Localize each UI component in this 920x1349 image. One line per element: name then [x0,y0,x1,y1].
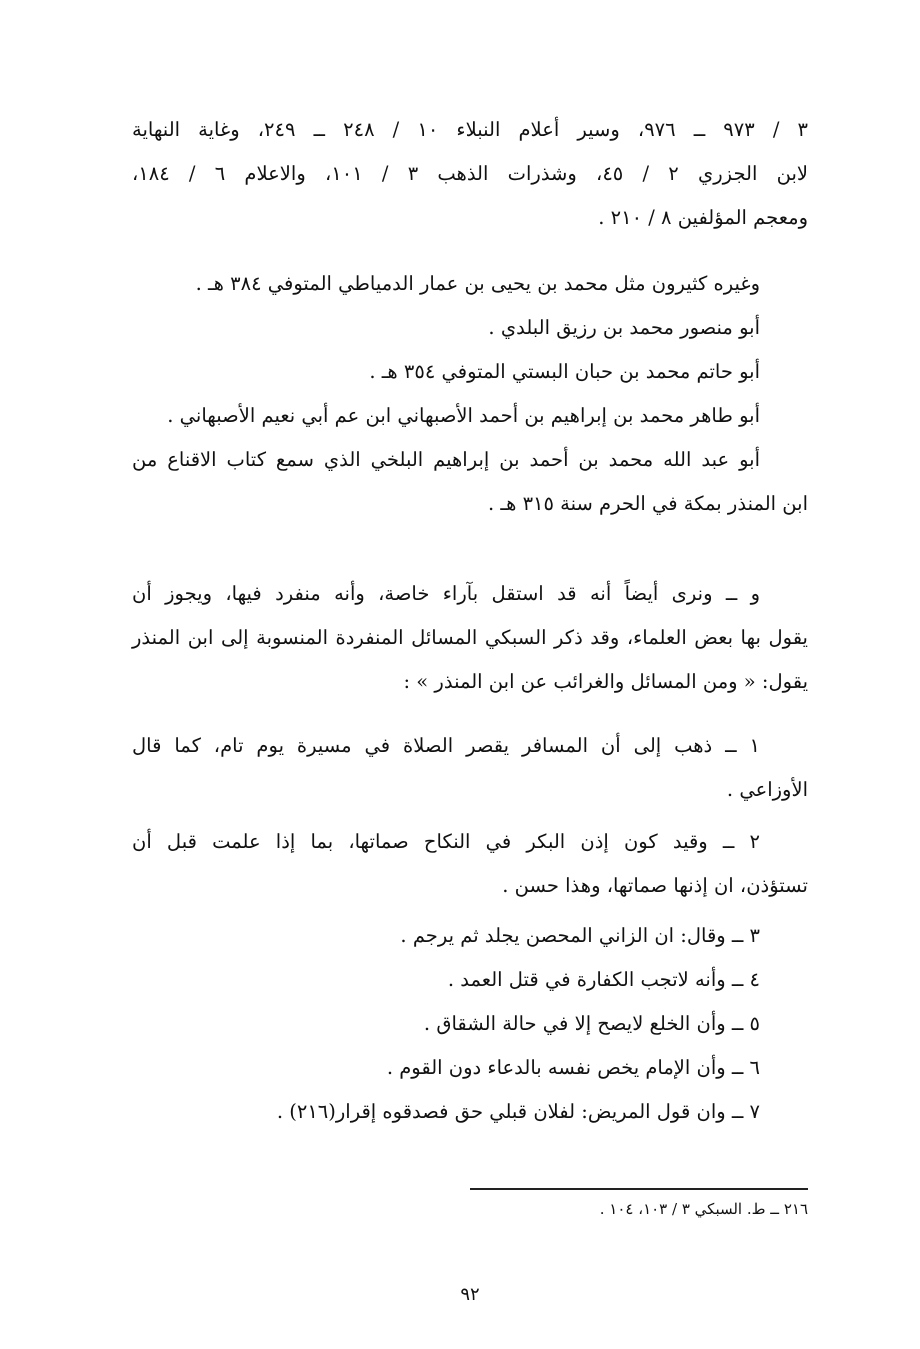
text-line: ومعجم المؤلفين ٨ / ٢١٠ . [598,206,808,229]
list-item: أبو حاتم محمد بن حبان البستي المتوفي ٣٥٤ هـ . [369,360,760,383]
list-item: ٦ ــ وأن الإمام يخص نفسه بالدعاء دون القوم . [386,1056,760,1079]
text-line: تستؤذن، ان إذنها صماتها، وهذا حسن . [502,874,808,897]
text-line: و ــ ونرى أيضاً أنه قد استقل بآراء خاصة، وأنه منفرد فيها، ويجوز أن [132,582,760,605]
page-number: ٩٢ [460,1284,480,1305]
list-item: ابن المنذر بمكة في الحرم سنة ٣١٥ هـ . [487,492,808,515]
list-item: ٧ ــ وان قول المريض: لفلان قبلي حق فصدقوه إقرار(٢١٦) . [276,1100,760,1123]
issue-1 [132,724,808,812]
list-item: أبو طاهر محمد بن إبراهيم بن أحمد الأصبهاني ابن عم أبي نعيم الأصبهاني . [167,404,760,427]
text-line: الأوزاعي . [726,778,808,801]
document-page [132,0,808,1349]
top-paragraph [132,108,808,240]
footnote: ٢١٦ ــ ط. السبكي ٣ / ١٠٣، ١٠٤ . [599,1200,808,1218]
list-item: أبو منصور محمد بن رزيق البلدي . [488,316,760,339]
text-line: ٣ / ٩٧٣ ــ ٩٧٦، وسير أعلام النبلاء ١٠ / ٢٤٨ ــ ٢٤٩، وغاية النهاية [132,118,808,141]
text-line: يقول: « ومن المسائل والغرائب عن ابن المنذر » : [403,670,808,693]
text-line: يقول بها بعض العلماء، وقد ذكر السبكي المسائل المنفردة المنسوبة إلى ابن المنذر [132,626,808,649]
list-item: أبو عبد الله محمد بن أحمد بن إبراهيم البلخي الذي سمع كتاب الاقناع من [132,448,760,471]
text-line: ١ ــ ذهب إلى أن المسافر يقصر الصلاة في مسيرة يوم تام، كما قال [132,734,760,757]
list-item: وغيره كثيرون مثل محمد بن يحيى بن عمار الدمياطي المتوفي ٣٨٤ هـ . [195,272,760,295]
issues-short-list [132,914,808,1134]
footnote-divider [470,1188,808,1190]
list-item: ٥ ــ وأن الخلع لايصح إلا في حالة الشقاق . [423,1012,760,1035]
list-item: ٣ ــ وقال: ان الزاني المحصن يجلد ثم يرجم . [400,924,760,947]
text-line: لابن الجزري ٢ / ٤٥، وشذرات الذهب ٣ / ١٠١، والاعلام ٦ / ١٨٤، [132,162,808,185]
list-item: ٤ ــ وأنه لاتجب الكفارة في قتل العمد . [447,968,760,991]
students-list [132,262,808,526]
issue-2 [132,820,808,908]
section-w-paragraph [132,572,808,704]
text-line: ٢ ــ وقيد كون إذن البكر في النكاح صماتها، بما إذا علمت قبل أن [132,830,760,853]
